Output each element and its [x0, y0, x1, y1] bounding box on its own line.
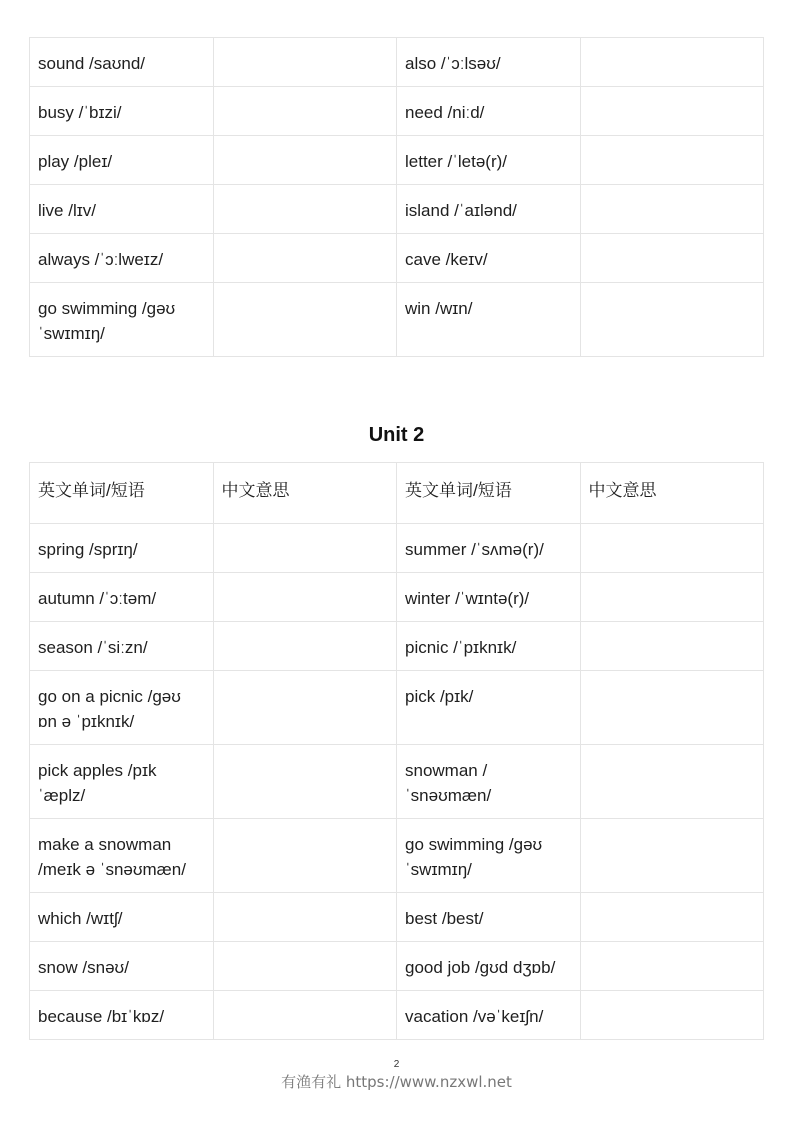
table-row	[30, 87, 764, 136]
english-word-cell: snow /snəʊ/	[30, 942, 214, 991]
column-header: 英文单词/短语	[30, 463, 214, 524]
english-word-cell: vacation /vəˈkeɪʃn/	[397, 991, 581, 1040]
chinese-meaning-cell	[213, 942, 397, 991]
chinese-meaning-cell	[213, 185, 397, 234]
table-header-row	[30, 463, 764, 524]
chinese-meaning-cell	[580, 136, 764, 185]
table-row	[30, 893, 764, 942]
vocab-table-unit-1-continued	[29, 37, 764, 357]
table-row	[30, 671, 764, 745]
column-header: 中文意思	[213, 463, 397, 524]
table-row	[30, 136, 764, 185]
chinese-meaning-cell	[213, 745, 397, 819]
table-row	[30, 622, 764, 671]
chinese-meaning-cell	[580, 283, 764, 357]
english-word-cell: pick apples /pɪk ˈæplz/	[30, 745, 214, 819]
chinese-meaning-cell	[213, 671, 397, 745]
english-word-cell: which /wɪtʃ/	[30, 893, 214, 942]
english-word-cell: pick /pɪk/	[397, 671, 581, 745]
column-header: 中文意思	[580, 463, 764, 524]
english-word-cell: live /lɪv/	[30, 185, 214, 234]
table-row	[30, 283, 764, 357]
unit-heading: Unit 2	[368, 424, 425, 446]
english-word-cell: cave /keɪv/	[397, 234, 581, 283]
chinese-meaning-cell	[580, 671, 764, 745]
chinese-meaning-cell	[580, 87, 764, 136]
chinese-meaning-cell	[580, 524, 764, 573]
chinese-meaning-cell	[213, 622, 397, 671]
table-row	[30, 185, 764, 234]
chinese-meaning-cell	[213, 234, 397, 283]
english-word-cell: go on a picnic /gəʊ ɒn ə ˈpɪknɪk/	[30, 671, 214, 745]
english-word-cell: letter /ˈletə(r)/	[397, 136, 581, 185]
english-word-cell: spring /sprɪŋ/	[30, 524, 214, 573]
vocab-table-unit-2	[29, 462, 764, 1040]
english-word-cell: go swimming /gəʊ ˈswɪmɪŋ/	[397, 819, 581, 893]
chinese-meaning-cell	[580, 991, 764, 1040]
table-row	[30, 524, 764, 573]
english-word-cell: winter /ˈwɪntə(r)/	[397, 573, 581, 622]
table-row	[30, 991, 764, 1040]
english-word-cell: snowman /ˈsnəʊmæn/	[397, 745, 581, 819]
english-word-cell: busy /ˈbɪzi/	[30, 87, 214, 136]
chinese-meaning-cell	[213, 283, 397, 357]
english-word-cell: autumn /ˈɔːtəm/	[30, 573, 214, 622]
table-row	[30, 38, 764, 87]
english-word-cell: always /ˈɔːlweɪz/	[30, 234, 214, 283]
chinese-meaning-cell	[213, 87, 397, 136]
chinese-meaning-cell	[580, 185, 764, 234]
column-header: 英文单词/短语	[397, 463, 581, 524]
chinese-meaning-cell	[213, 819, 397, 893]
table-row	[30, 745, 764, 819]
page-number: 2	[393, 1059, 400, 1070]
english-word-cell: summer /ˈsʌmə(r)/	[397, 524, 581, 573]
english-word-cell: need /niːd/	[397, 87, 581, 136]
chinese-meaning-cell	[580, 942, 764, 991]
chinese-meaning-cell	[213, 893, 397, 942]
table-row	[30, 234, 764, 283]
english-word-cell: best /best/	[397, 893, 581, 942]
english-word-cell: because /bɪˈkɒz/	[30, 991, 214, 1040]
chinese-meaning-cell	[213, 136, 397, 185]
english-word-cell: go swimming /gəʊ ˈswɪmɪŋ/	[30, 283, 214, 357]
chinese-meaning-cell	[213, 573, 397, 622]
chinese-meaning-cell	[580, 745, 764, 819]
english-word-cell: island /ˈaɪlənd/	[397, 185, 581, 234]
english-word-cell: win /wɪn/	[397, 283, 581, 357]
table-row	[30, 942, 764, 991]
english-word-cell: season /ˈsiːzn/	[30, 622, 214, 671]
chinese-meaning-cell	[580, 819, 764, 893]
english-word-cell: picnic /ˈpɪknɪk/	[397, 622, 581, 671]
chinese-meaning-cell	[580, 622, 764, 671]
table-row	[30, 573, 764, 622]
chinese-meaning-cell	[580, 38, 764, 87]
chinese-meaning-cell	[580, 234, 764, 283]
chinese-meaning-cell	[213, 524, 397, 573]
english-word-cell: sound /saʊnd/	[30, 38, 214, 87]
watermark-text: 有渔有礼 https://www.nzxwl.net	[281, 1073, 512, 1091]
chinese-meaning-cell	[213, 38, 397, 87]
chinese-meaning-cell	[580, 893, 764, 942]
chinese-meaning-cell	[580, 573, 764, 622]
table-row	[30, 819, 764, 893]
english-word-cell: also /ˈɔːlsəʊ/	[397, 38, 581, 87]
english-word-cell: play /pleɪ/	[30, 136, 214, 185]
english-word-cell: make a snowman /meɪk ə ˈsnəʊmæn/	[30, 819, 214, 893]
chinese-meaning-cell	[213, 991, 397, 1040]
english-word-cell: good job /gʊd dʒɒb/	[397, 942, 581, 991]
